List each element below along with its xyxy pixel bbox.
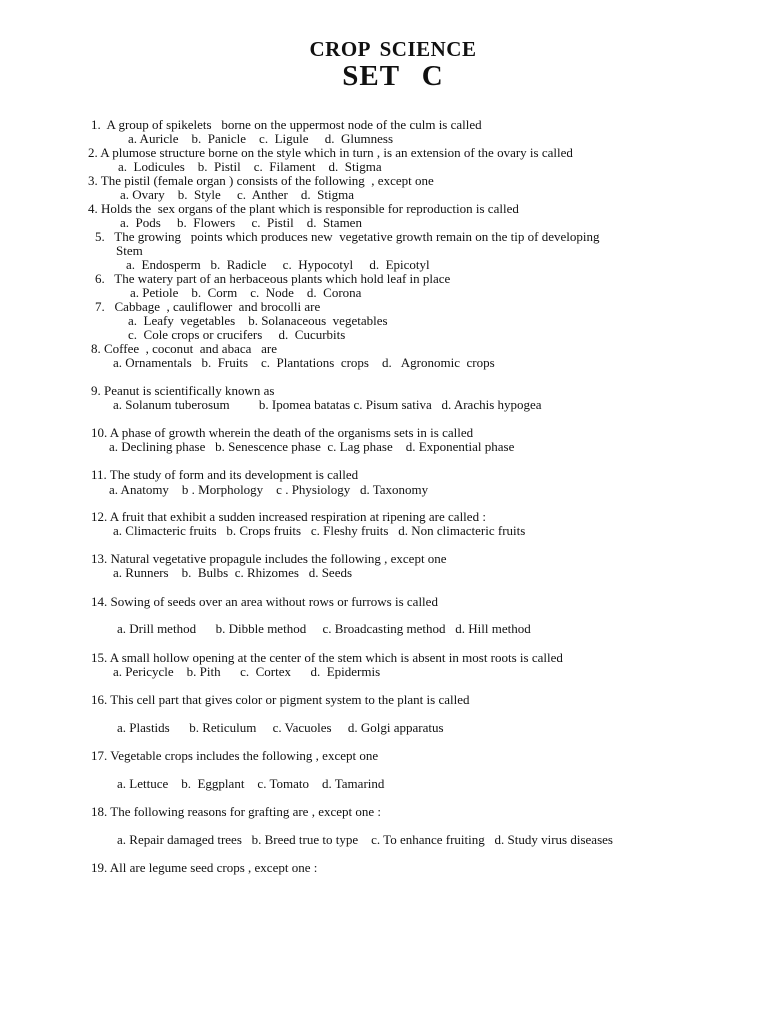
page-title: CROP SCIENCE xyxy=(309,37,477,61)
question-line: 17. Vegetable crops includes the following , except one xyxy=(91,748,379,763)
question-line: 19. All are legume seed crops , except one : xyxy=(91,860,318,875)
answer-line: a. Runners b. Bulbs c. Rhizomes d. Seeds xyxy=(113,565,353,580)
question-line: 12. A fruit that exhibit a sudden increased respiration at ripening are called : xyxy=(91,509,486,524)
question-line: 6. The watery part of an herbaceous plants which hold leaf in place xyxy=(95,271,451,286)
answer-line: a. Pericycle b. Pith c. Cortex d. Epidermis xyxy=(113,664,381,679)
question-line-continued: Stem xyxy=(116,243,143,258)
question-line: 18. The following reasons for grafting are , except one : xyxy=(91,804,381,819)
answer-line: a. Climacteric fruits b. Crops fruits c. Fleshy fruits d. Non climacteric fruits xyxy=(113,523,526,538)
question-line: 4. Holds the sex organs of the plant which is responsible for reproduction is called xyxy=(88,201,519,216)
page-subtitle: SET C xyxy=(342,60,444,92)
answer-line: a. Auricle b. Panicle c. Ligule d. Glumness xyxy=(128,131,394,146)
answer-line: a. Endosperm b. Radicle c. Hypocotyl d. Epicotyl xyxy=(126,257,430,272)
question-line: 11. The study of form and its development is called xyxy=(91,467,359,482)
question-line: 9. Peanut is scientifically known as xyxy=(91,383,275,398)
answer-line: a. Anatomy b . Morphology c . Physiology d. Taxonomy xyxy=(109,482,429,497)
question-line: 5. The growing points which produces new vegetative growth remain on the tip of developing xyxy=(95,229,600,244)
answer-line: a. Petiole b. Corm c. Node d. Corona xyxy=(130,285,362,300)
answer-line: a. Plastids b. Reticulum c. Vacuoles d. Golgi apparatus xyxy=(117,720,444,735)
answer-line: a. Declining phase b. Senescence phase c. Lag phase d. Exponential phase xyxy=(109,439,515,454)
answer-line: a. Drill method b. Dibble method c. Broadcasting method d. Hill method xyxy=(117,621,531,636)
question-line: 3. The pistil (female organ ) consists of the following , except one xyxy=(88,173,434,188)
answer-line: c. Cole crops or crucifers d. Cucurbits xyxy=(128,327,346,342)
question-line: 1. A group of spikelets borne on the uppermost node of the culm is called xyxy=(91,117,482,132)
answer-line: a. Repair damaged trees b. Breed true to type c. To enhance fruiting d. Study virus diseases xyxy=(117,832,613,847)
answer-line: a. Pods b. Flowers c. Pistil d. Stamen xyxy=(120,215,362,230)
question-line: 8. Coffee , coconut and abaca are xyxy=(91,341,278,356)
answer-line: a. Solanum tuberosum b. Ipomea batatas c. Pisum sativa d. Arachis hypogea xyxy=(113,397,542,412)
question-line: 10. A phase of growth wherein the death of the organisms sets in is called xyxy=(91,425,474,440)
question-line: 15. A small hollow opening at the center of the stem which is absent in most roots is called xyxy=(91,650,563,665)
answer-line: a. Ornamentals b. Fruits c. Plantations crops d. Agronomic crops xyxy=(113,355,495,370)
answer-line: a. Ovary b. Style c. Anther d. Stigma xyxy=(120,187,354,202)
question-line: 7. Cabbage , cauliflower and brocolli are xyxy=(95,299,321,314)
answer-line: a. Leafy vegetables b. Solanaceous vegetables xyxy=(128,313,388,328)
answer-line: a. Lettuce b. Eggplant c. Tomato d. Tamarind xyxy=(117,776,385,791)
question-line: 2. A plumose structure borne on the style which in turn , is an extension of the ovary is called xyxy=(88,145,573,160)
answer-line: a. Lodicules b. Pistil c. Filament d. Stigma xyxy=(118,159,382,174)
question-line: 14. Sowing of seeds over an area without rows or furrows is called xyxy=(91,594,438,609)
question-line: 13. Natural vegetative propagule includes the following , except one xyxy=(91,551,447,566)
question-line: 16. This cell part that gives color or pigment system to the plant is called xyxy=(91,692,470,707)
